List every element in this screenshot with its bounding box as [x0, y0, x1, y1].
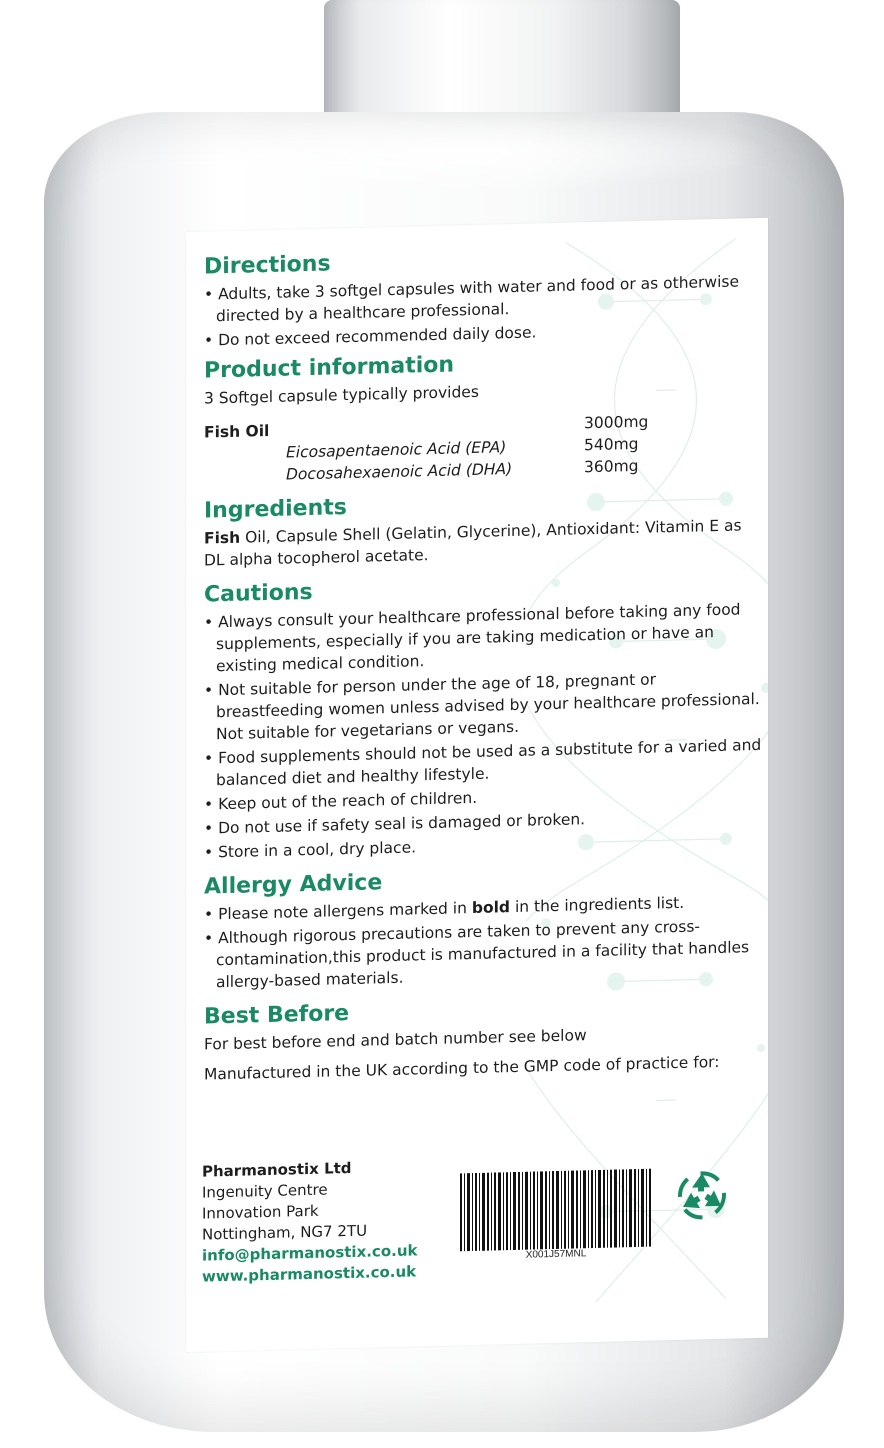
allergy-bold-word: bold	[471, 898, 511, 918]
directions-item: • Adults, take 3 softgel capsules with water and food or as otherwise directed by a healthcare professional.	[204, 270, 764, 328]
manufacturer-name: Pharmanostix Ltd	[202, 1158, 352, 1181]
ingredient-name: Fish Oil	[204, 421, 270, 442]
ingredient-amount: 3000mg	[584, 412, 649, 433]
allergen-word: Fish	[204, 528, 241, 548]
product-label	[186, 218, 768, 1352]
allergy-heading: Allergy Advice	[204, 870, 383, 900]
allergy-text: Please note allergens marked in	[218, 899, 472, 924]
caution-item: • Keep out of the reach of children.	[204, 780, 764, 816]
manufacturer-address: Ingenuity Centre	[202, 1180, 328, 1202]
caution-item: • Always consult your healthcare professional before taking any food supplements, especially if you are taking medication or have an existing medical condition.	[204, 598, 764, 678]
caution-item: • Store in a cool, dry place.	[204, 828, 764, 864]
ingredients-heading: Ingredients	[204, 495, 347, 524]
ingredient-amount: 360mg	[584, 456, 639, 477]
label-content	[204, 240, 764, 1086]
allergy-item: • Although rigorous precautions are taken to prevent any cross-contamination,this product is manufactured in a facility that handles allergy-based materials.	[204, 914, 764, 994]
caution-item: • Food supplements should not be used as a substitute for a varied and balanced diet and healthy lifestyle.	[204, 734, 764, 792]
ingredient-name: Docosahexaenoic Acid (DHA)	[286, 460, 513, 484]
product-info-heading: Product information	[204, 352, 455, 384]
best-before-heading: Best Before	[204, 1001, 350, 1030]
manufacturer-email: info@pharmanostix.co.uk	[202, 1241, 418, 1265]
caution-item: • Do not use if safety seal is damaged or broken.	[204, 804, 764, 840]
ingredients-list: Oil, Capsule Shell (Gelatin, Glycerine), Antioxidant: Vitamin E as DL alpha tocopherol acetate.	[204, 516, 742, 570]
barcode	[458, 1169, 654, 1256]
ingredient-amount: 540mg	[584, 434, 639, 455]
manufacturer-address: Innovation Park	[202, 1201, 319, 1223]
nutrition-table	[204, 408, 764, 488]
cautions-heading: Cautions	[204, 579, 313, 608]
manufacturer-website: www.pharmanostix.co.uk	[202, 1262, 417, 1286]
manufacturer-block	[202, 1155, 462, 1287]
bottle-shoulder-highlight	[170, 112, 770, 192]
manufacturer-address: Nottingham, NG7 2TU	[202, 1221, 368, 1244]
directions-heading: Directions	[204, 251, 331, 280]
barcode-number: X001J57MNL	[525, 1248, 587, 1261]
allergy-text: in the ingredients list.	[510, 893, 685, 917]
ingredient-name: Eicosapentaenoic Acid (EPA)	[286, 438, 507, 462]
product-info-subtitle: 3 Softgel capsule typically provides	[204, 382, 479, 408]
best-before-text: For best before end and batch number see below	[204, 1026, 587, 1054]
directions-item: • Do not exceed recommended daily dose.	[204, 316, 764, 352]
recycle-icon	[676, 1169, 728, 1222]
caution-item: • Not suitable for person under the age of 18, pregnant or breastfeeding women unless advised by your healthcare professional. Not suitable for vegetarians or vegans.	[204, 666, 764, 746]
gmp-text: Manufactured in the UK according to the GMP code of practice for:	[204, 1052, 720, 1084]
